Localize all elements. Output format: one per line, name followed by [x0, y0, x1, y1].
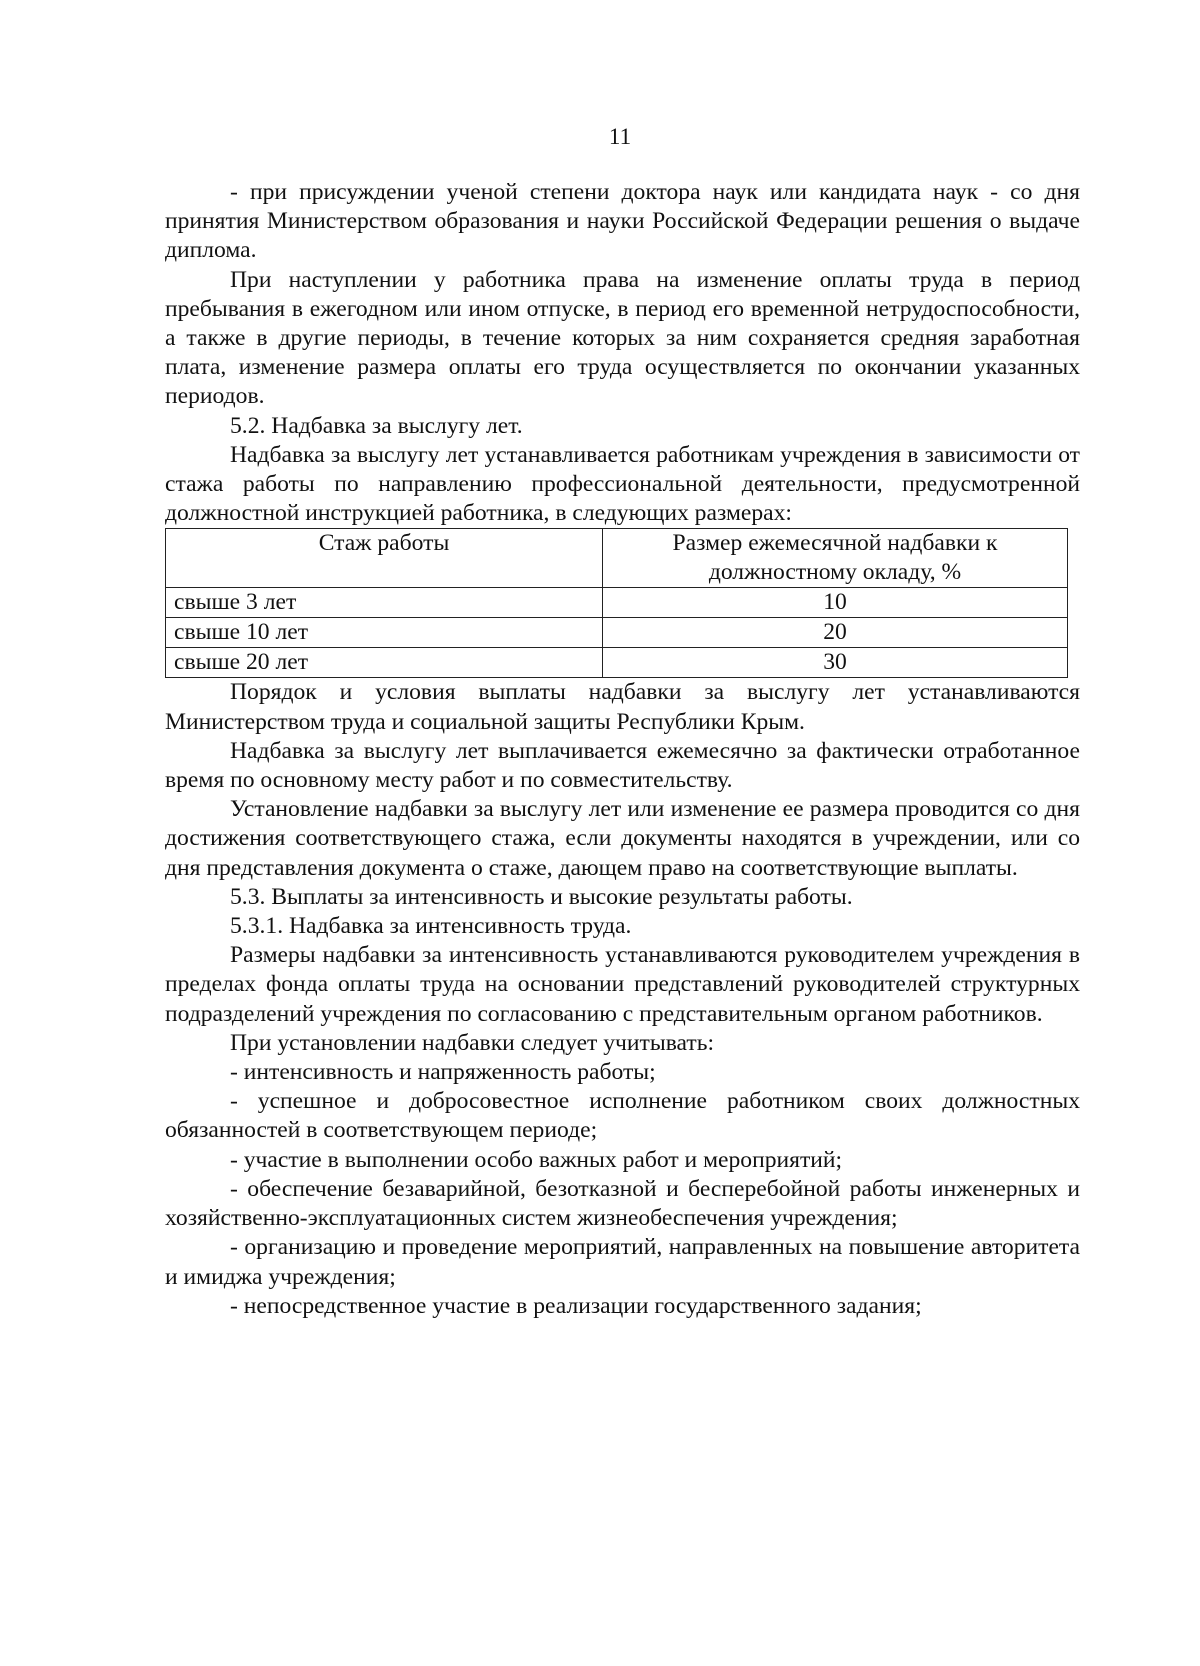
table-cell-percent: 10 [603, 588, 1068, 618]
table-header-row [166, 529, 1068, 588]
table-cell-percent: 30 [603, 648, 1068, 678]
paragraph: - при присуждении ученой степени доктора наук или кандидата наук - со дня принятия Министерством образования и науки Российской Федерации решения о выдаче диплома. [165, 179, 1080, 264]
table-cell-seniority: свыше 10 лет [166, 618, 603, 648]
paragraph: Надбавка за выслугу лет выплачивается ежемесячно за фактически отработанное время по основному месту работ и по совместительству. [165, 737, 1080, 794]
list-item: - организацию и проведение мероприятий, направленных на повышение авторитета и имиджа учреждения; [165, 1234, 1080, 1290]
list-item: - обеспечение безаварийной, безотказной и бесперебойной работы инженерных и хозяйственно-эксплуатационных систем жизнеобеспечения учреждения; [165, 1175, 1080, 1232]
paragraph: При наступлении у работника права на изменение оплаты труда в период пребывания в ежегодном или ином отпуске, в период его временной нетрудоспособности, а также в другие периоды, в течение которых за ним сохраняется средняя заработная плата, изменение размера оплаты его труда осуществляется по окончании указанных периодов. [165, 266, 1080, 410]
section-heading: 5.3.1. Надбавка за интенсивность труда. [230, 913, 632, 940]
paragraph: Надбавка за выслугу лет устанавливается работникам учреждения в зависимости от стажа работы по направлению профессиональной деятельности, предусмотренной должностной инструкцией работника, в следующих размерах: [165, 441, 1080, 527]
list-item: - интенсивность и напряженность работы; [230, 1059, 656, 1086]
table-header-seniority: Стаж работы [166, 529, 603, 588]
paragraph: Установление надбавки за выслугу лет или изменение ее размера проводится со дня достижения соответствующего стажа, если документы находятся в учреждении, или со дня представления документа о стаже, дающем право на соответствующие выплаты. [165, 796, 1080, 881]
table-cell-percent: 20 [603, 618, 1068, 648]
table-header-bonus-size: Размер ежемесячной надбавки к должностному окладу, % [603, 529, 1068, 588]
paragraph: Порядок и условия выплаты надбавки за выслугу лет устанавливаются Министерством труда и социальной защиты Республики Крым. [165, 679, 1080, 735]
paragraph: Размеры надбавки за интенсивность устанавливаются руководителем учреждения в пределах фонда оплаты труда на основании представлений руководителей структурных подразделений учреждения по согласованию с представительным органом работников. [165, 942, 1080, 1027]
section-heading: 5.3. Выплаты за интенсивность и высокие результаты работы. [230, 883, 853, 910]
table-row [166, 648, 1068, 678]
paragraph: При установлении надбавки следует учитывать: [230, 1029, 715, 1056]
table-cell-seniority: свыше 3 лет [166, 588, 603, 618]
list-item: - непосредственное участие в реализации государственного задания; [230, 1292, 922, 1319]
page-number: 11 [608, 124, 632, 149]
list-item: - успешное и добросовестное исполнение работником своих должностных обязанностей в соответствующем периоде; [165, 1088, 1080, 1144]
table-cell-seniority: свыше 20 лет [166, 648, 603, 678]
table-row [166, 588, 1068, 618]
table-row [166, 618, 1068, 648]
section-heading: 5.2. Надбавка за выслугу лет. [230, 412, 523, 439]
document-body [165, 178, 1080, 1321]
list-item: - участие в выполнении особо важных работ и мероприятий; [230, 1146, 843, 1173]
seniority-bonus-table [165, 528, 1068, 678]
